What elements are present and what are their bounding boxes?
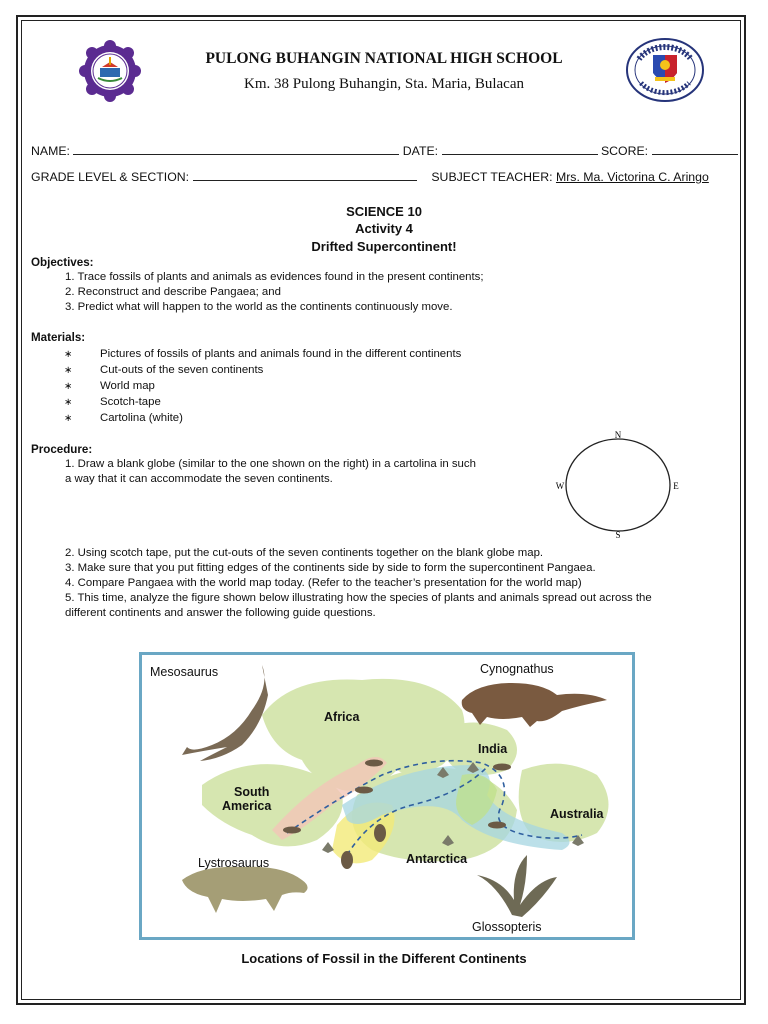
label-australia: Australia xyxy=(550,807,604,821)
label-antarctica: Antarctica xyxy=(406,852,468,866)
fossil-mark-icon xyxy=(374,824,386,842)
score-blank[interactable] xyxy=(652,143,738,155)
name-label: NAME: xyxy=(31,144,70,158)
date-blank[interactable] xyxy=(442,143,598,155)
fossil-mark-icon xyxy=(283,827,301,834)
material-item: Cut-outs of the seven continents xyxy=(100,364,264,376)
procedure-heading: Procedure: xyxy=(31,443,93,456)
grade-label: GRADE LEVEL & SECTION: xyxy=(31,170,190,184)
material-item: Cartolina (white) xyxy=(100,412,183,424)
score-label: SCORE: xyxy=(600,144,649,158)
bullet-icon: ∗ xyxy=(64,413,73,424)
label-india: India xyxy=(478,742,508,756)
compass-east: E xyxy=(673,481,679,491)
globe-circle xyxy=(566,439,670,531)
figure-caption: Locations of Fossil in the Different Continents xyxy=(241,951,527,966)
cynognathus-icon xyxy=(462,683,607,727)
name-blank[interactable] xyxy=(73,143,399,155)
fossil-mark-icon xyxy=(365,760,383,767)
procedure-step-1-cont: a way that it can accommodate the seven continents. xyxy=(65,473,333,485)
bullet-icon: ∗ xyxy=(64,365,73,376)
label-cynognathus: Cynognathus xyxy=(480,662,554,676)
deped-seal-icon xyxy=(625,37,705,103)
fossil-mark-icon xyxy=(488,822,506,829)
pangaea-map xyxy=(142,655,632,937)
activity-number: Activity 4 xyxy=(355,221,413,236)
leaf-fossil-icon xyxy=(322,842,334,853)
grade-teacher-field xyxy=(31,169,709,184)
procedure-step: 3. Make sure that you put fitting edges of the continents side by side to form the supercontinent Pangaea. xyxy=(65,562,596,574)
procedure-step: 2. Using scotch tape, put the cut-outs of the seven continents together on the blank globe map. xyxy=(65,547,544,559)
teacher-label: SUBJECT TEACHER: xyxy=(431,170,553,184)
procedure-step: different continents and answer the following guide questions. xyxy=(65,607,376,619)
label-south-america-2: America xyxy=(222,799,272,813)
label-lystrosaurus: Lystrosaurus xyxy=(198,856,270,870)
material-item: World map xyxy=(100,380,155,392)
materials-heading: Materials: xyxy=(31,331,86,344)
objective-item: 3. Predict what will happen to the world as the continents continuously move. xyxy=(65,301,453,313)
date-label: DATE: xyxy=(402,144,439,158)
grade-blank[interactable] xyxy=(193,169,417,181)
fossil-mark-icon xyxy=(493,764,511,771)
label-africa: Africa xyxy=(324,710,360,724)
procedure-step-1: 1. Draw a blank globe (similar to the one shown on the right) in a cartolina in such xyxy=(65,458,476,470)
compass-north: N xyxy=(614,430,622,440)
fossil-map-figure xyxy=(139,652,635,940)
fossil-mark-icon xyxy=(341,851,353,869)
objectives-heading: Objectives: xyxy=(31,256,94,269)
name-field xyxy=(31,143,738,158)
bullet-icon: ∗ xyxy=(64,349,73,360)
bullet-icon: ∗ xyxy=(64,397,73,408)
mesosaurus-icon xyxy=(182,665,268,761)
label-mesosaurus: Mesosaurus xyxy=(150,665,219,679)
material-item: Scotch-tape xyxy=(100,396,161,408)
glossopteris-icon xyxy=(477,855,557,917)
school-address: Km. 38 Pulong Buhangin, Sta. Maria, Bulacan xyxy=(244,76,524,92)
compass-west: W xyxy=(555,481,565,491)
material-item: Pictures of fossils of plants and animals found in the different continents xyxy=(100,348,462,360)
objective-item: 1. Trace fossils of plants and animals as evidences found in the present continents; xyxy=(65,271,484,283)
compass-south: S xyxy=(615,530,621,540)
school-name: PULONG BUHANGIN NATIONAL HIGH SCHOOL xyxy=(205,50,563,67)
lystrosaurus-icon xyxy=(182,867,308,913)
teacher-value: Mrs. Ma. Victorina C. Aringo xyxy=(555,170,709,184)
procedure-step: 5. This time, analyze the figure shown below illustrating how the species of plants and animals spread out across the xyxy=(65,592,652,604)
bullet-icon: ∗ xyxy=(64,381,73,392)
objective-item: 2. Reconstruct and describe Pangaea; and xyxy=(65,286,281,298)
blank-globe-diagram xyxy=(548,428,688,540)
fossil-mark-icon xyxy=(355,787,373,794)
subject-title: SCIENCE 10 xyxy=(346,204,422,219)
procedure-step: 4. Compare Pangaea with the world map today. (Refer to the teacher’s presentation for the world map) xyxy=(65,577,582,589)
label-south-america-1: South xyxy=(234,785,270,799)
label-glossopteris: Glossopteris xyxy=(472,920,542,934)
activity-title: Drifted Supercontinent! xyxy=(311,239,457,254)
